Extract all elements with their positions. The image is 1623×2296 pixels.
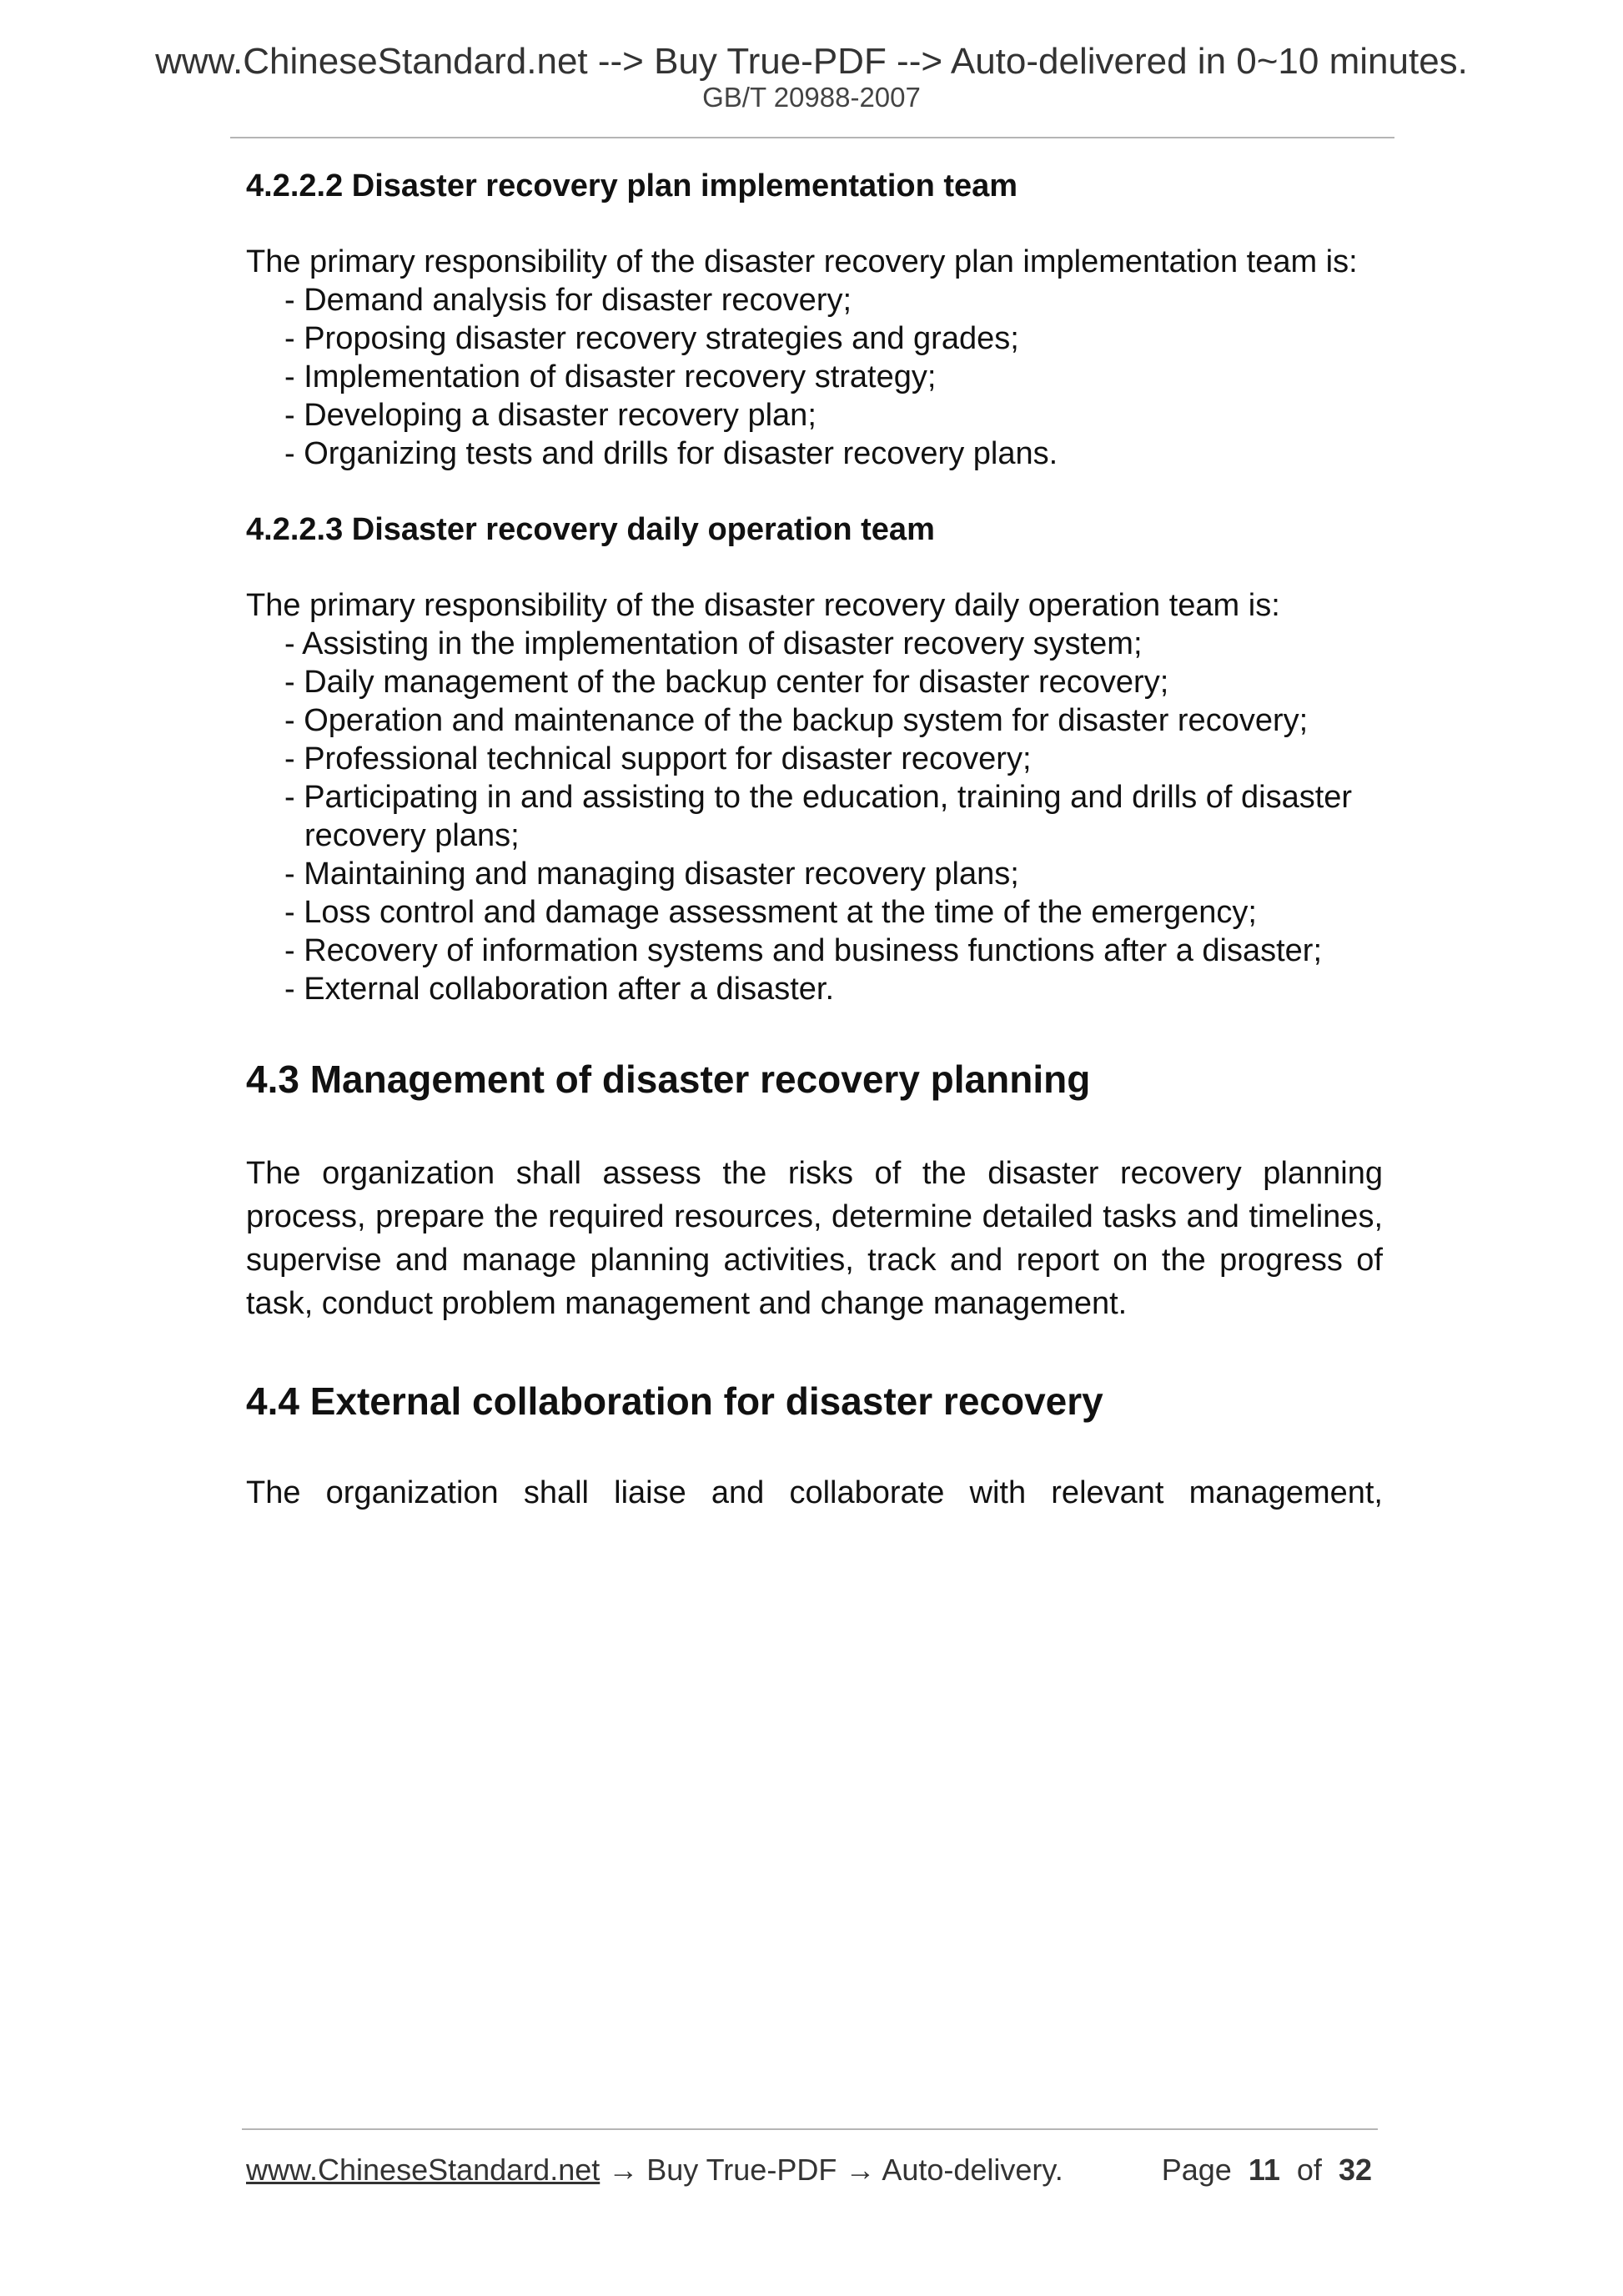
list-item: - Developing a disaster recovery plan; — [284, 398, 817, 433]
footer-delivery — [246, 2152, 1063, 2188]
of-label: of — [1296, 2153, 1322, 2187]
list-item: - Operation and maintenance of the backup system for disaster recovery; — [284, 703, 1309, 738]
list-item: - Loss control and damage assessment at the time of the emergency; — [284, 895, 1257, 930]
section-intro: The primary responsibility of the disaster recovery plan implementation team is: — [246, 244, 1358, 279]
page-label: Page — [1161, 2153, 1232, 2187]
page-indicator — [1162, 2152, 1372, 2188]
section-intro: The primary responsibility of the disaster recovery daily operation team is: — [246, 588, 1280, 623]
section-4-4 — [246, 1379, 1383, 1512]
current-page: 11 — [1248, 2153, 1280, 2187]
header-divider — [230, 137, 1394, 138]
list-item: - Recovery of information systems and business functions after a disaster; — [284, 933, 1322, 968]
section-4-2-2-2 — [246, 167, 1383, 473]
responsibility-list — [246, 281, 1383, 473]
list-item: - Participating in and assisting to the education, training and drills of disaster recovery plans; — [284, 780, 1353, 853]
document-body — [246, 167, 1383, 1512]
footer-site-link[interactable]: www.ChineseStandard.net — [246, 2153, 600, 2187]
list-item: - Maintaining and managing disaster recovery plans; — [284, 857, 1019, 892]
site-banner: www.ChineseStandard.net --> Buy True-PDF --> Auto-delivered in 0~10 minutes. — [155, 41, 1468, 82]
section-heading: 4.4 External collaboration for disaster recovery — [246, 1379, 1103, 1423]
list-item: - External collaboration after a disaster. — [284, 972, 835, 1007]
section-heading: 4.3 Management of disaster recovery planning — [246, 1058, 1091, 1101]
footer-delivery-text: → Buy True-PDF → Auto-delivery. — [600, 2153, 1063, 2187]
section-paragraph: The organization shall assess the risks of the disaster recovery planning process, prepare the required resources, determine detailed tasks and timelines, supervise and manage planning activities, track and report on the progress of task, conduct problem management and change management. — [246, 1156, 1383, 1321]
section-heading: 4.2.2.3 Disaster recovery daily operation team — [246, 512, 935, 547]
list-item: - Assisting in the implementation of disaster recovery system; — [284, 626, 1143, 661]
list-item: - Daily management of the backup center for disaster recovery; — [284, 665, 1169, 700]
total-pages: 32 — [1338, 2153, 1372, 2187]
section-paragraph: The organization shall liaise and collaborate with relevant management, — [246, 1475, 1383, 1510]
footer-divider — [242, 2128, 1378, 2130]
list-item: - Demand analysis for disaster recovery; — [284, 283, 852, 318]
list-item: - Proposing disaster recovery strategies and grades; — [284, 321, 1019, 356]
standard-number: GB/T 20988-2007 — [702, 82, 921, 113]
section-4-3 — [246, 1057, 1383, 1325]
list-item: - Professional technical support for disaster recovery; — [284, 741, 1032, 776]
responsibility-list — [246, 625, 1383, 1008]
section-4-2-2-3 — [246, 510, 1383, 1008]
list-item: - Implementation of disaster recovery strategy; — [284, 359, 937, 394]
section-heading: 4.2.2.2 Disaster recovery plan implementation team — [246, 168, 1018, 203]
list-item: - Organizing tests and drills for disaster recovery plans. — [284, 436, 1058, 471]
